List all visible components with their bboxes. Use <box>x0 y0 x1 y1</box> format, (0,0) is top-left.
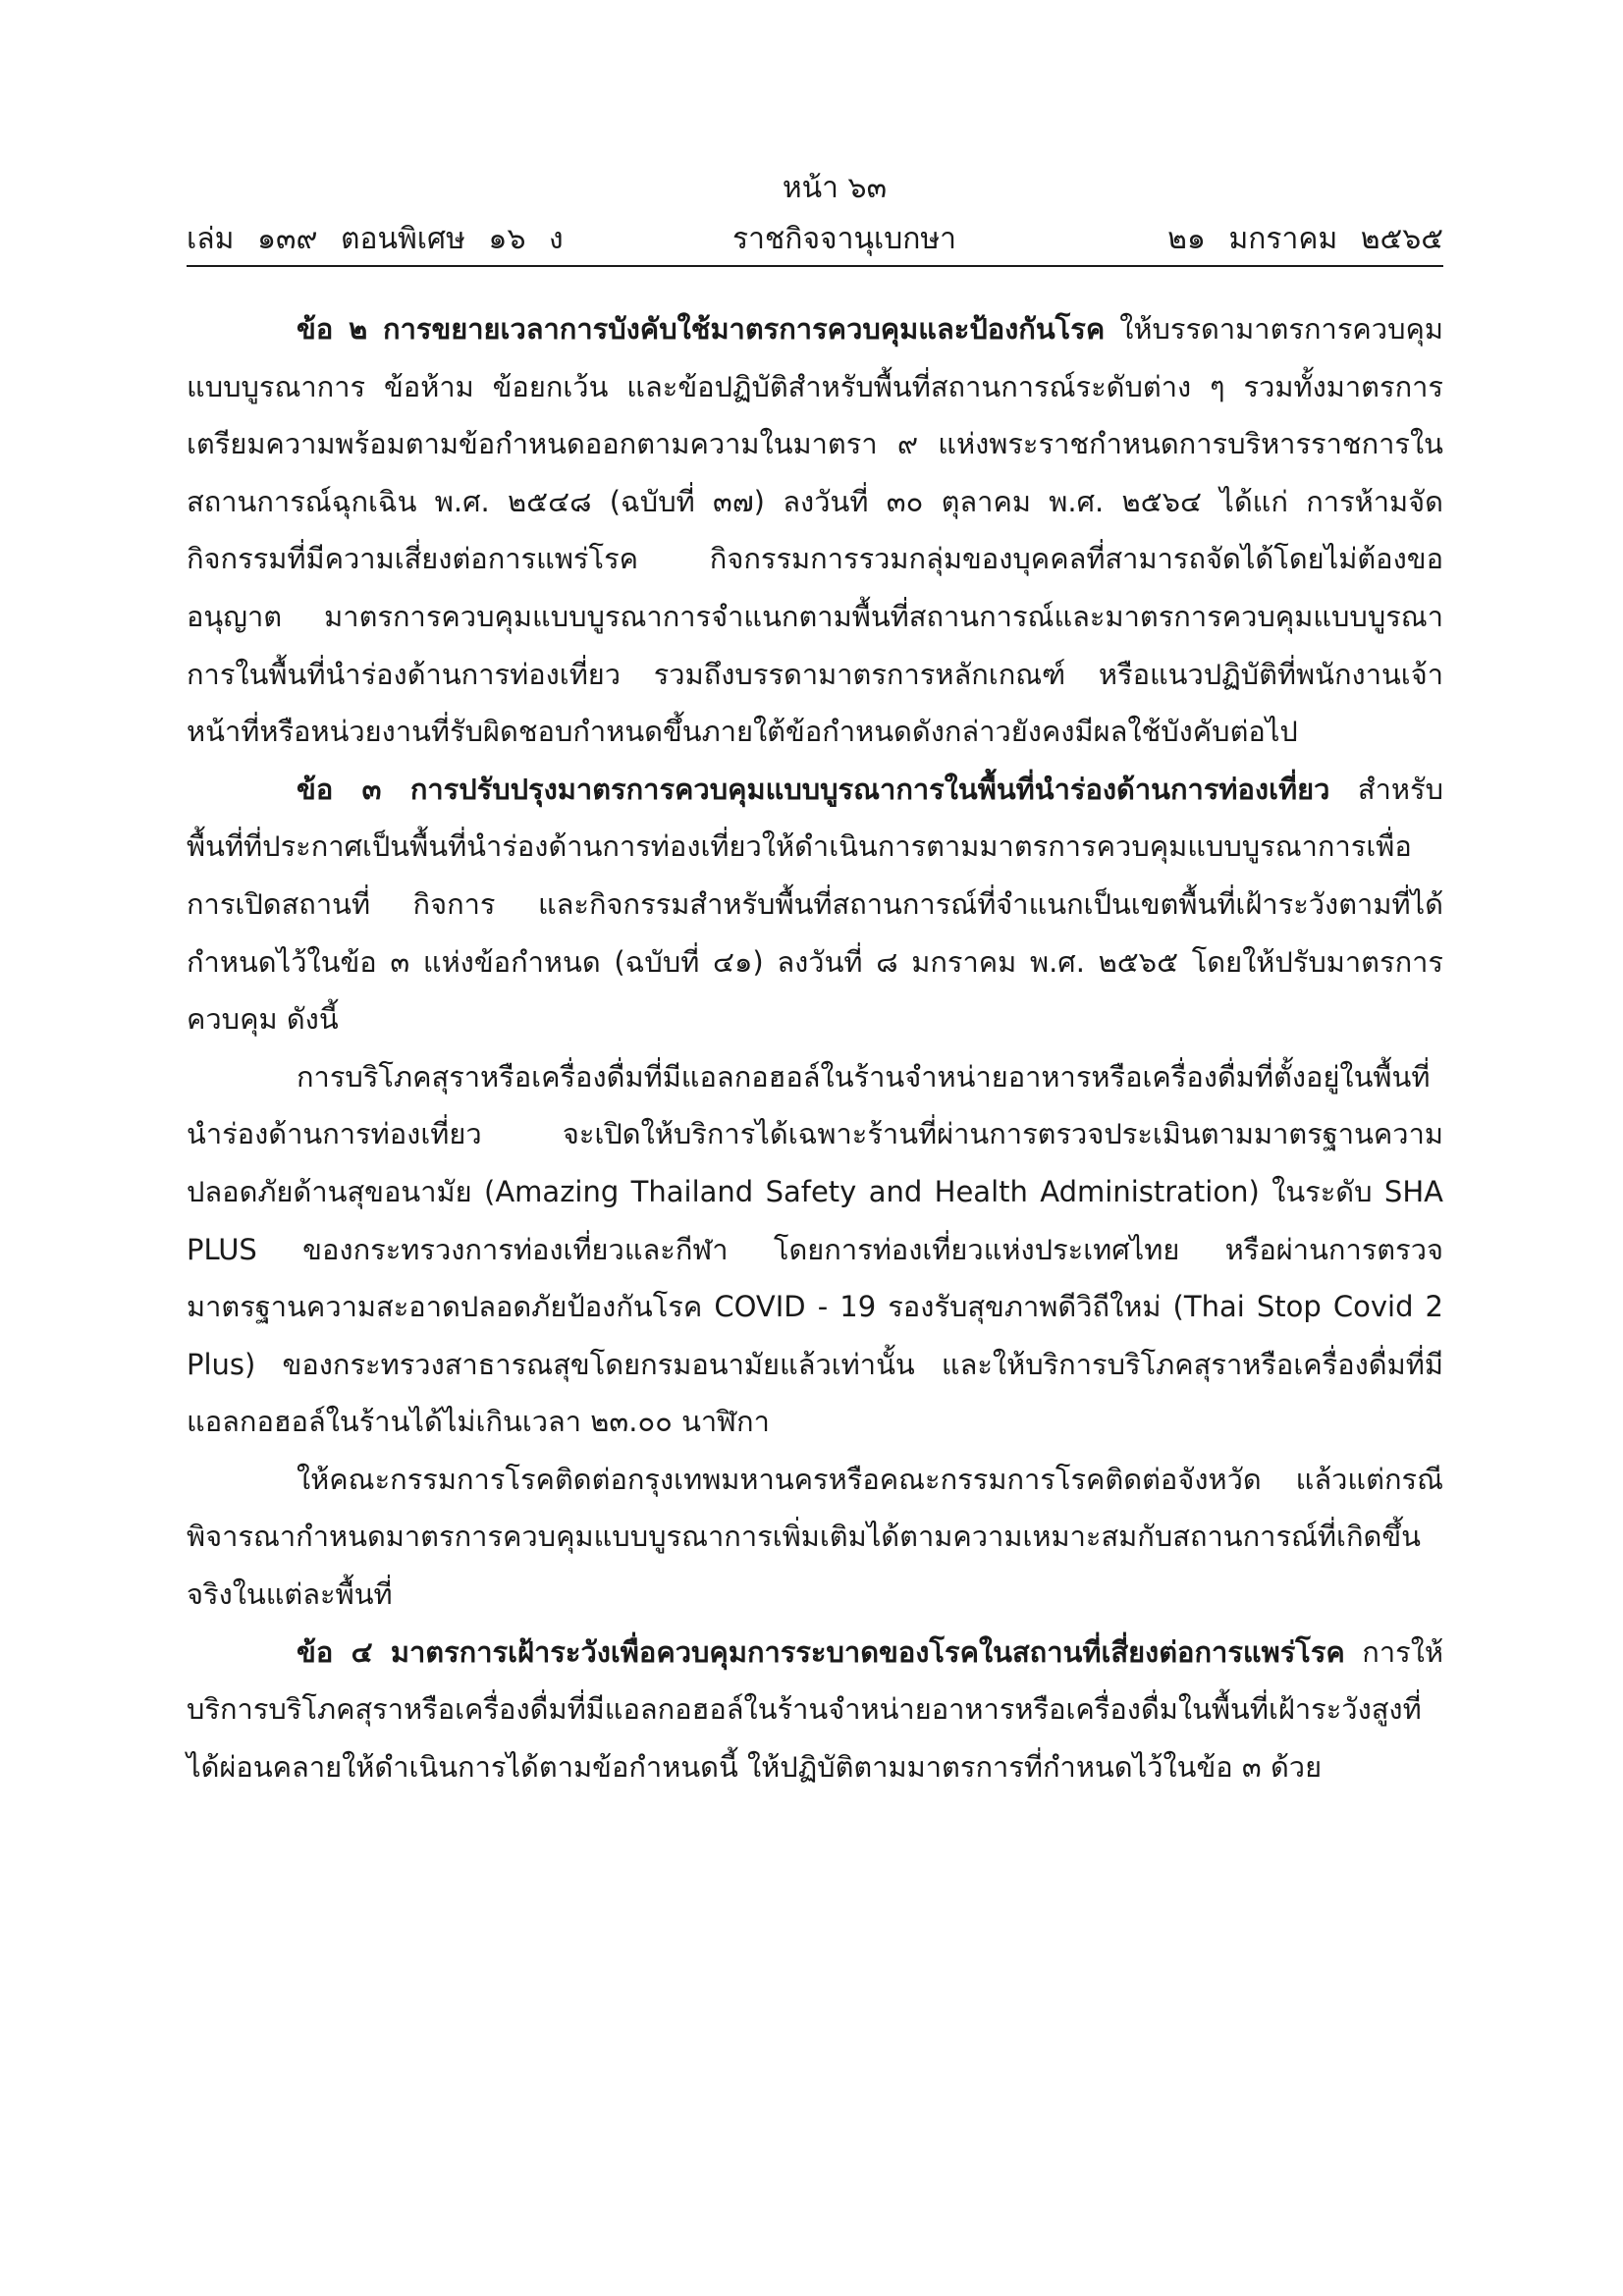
header-meta-row <box>187 216 1443 263</box>
committee-paragraph <box>187 1451 1443 1624</box>
publication-name: ราชกิจจานุเบกษา <box>731 222 957 256</box>
section-2-paragraph <box>187 300 1443 761</box>
volume-issue: เล่ม ๑๓๙ ตอนพิเศษ ๑๖ ง <box>187 222 564 256</box>
section-4-heading: ข้อ ๔ มาตรการเฝ้าระวังเพื่อควบคุมการระบาดของโรคในสถานที่เสี่ยงต่อการแพร่โรค <box>297 1634 1345 1669</box>
section-3-paragraph <box>187 761 1443 1048</box>
page-header <box>187 167 1443 263</box>
section-3-text: สำหรับพื้นที่ที่ประกาศเป็นพื้นที่นำร่องด้านการท่องเที่ยวให้ดำเนินการตามมาตรการควบคุมแบบบูรณาการเพื่อการเปิดสถานที่ กิจการ และกิจกรรมสำหรับพื้นที่สถานการณ์ที่จำแนกเป็นเขตพื้นที่เฝ้าระวังตามที่ได้กำหนดไว้ในข้อ ๓ แห่งข้อกำหนด (ฉบับที่ ๔๑) ลงวันที่ ๘ มกราคม พ.ศ. ๒๕๖๕ โดยให้ปรับมาตรการควบคุม ดังนี้ <box>187 772 1444 1037</box>
header-divider <box>187 265 1443 267</box>
committee-text: ให้คณะกรรมการโรคติดต่อกรุงเทพมหานครหรือคณะกรรมการโรคติดต่อจังหวัด แล้วแต่กรณีพิจารณากำหนดมาตรการควบคุมแบบบูรณาการเพิ่มเติมได้ตามความเหมาะสมกับสถานการณ์ที่เกิดขึ้นจริงในแต่ละพื้นที่ <box>187 1462 1443 1612</box>
section-4-paragraph <box>187 1624 1443 1796</box>
publication-date: ๒๑ มกราคม ๒๕๖๕ <box>1167 222 1443 256</box>
alcohol-service-text: การบริโภคสุราหรือเครื่องดื่มที่มีแอลกอฮอล์ในร้านจำหน่ายอาหารหรือเครื่องดื่มที่ตั้งอยู่ในพื้นที่นำร่องด้านการท่องเที่ยว จะเปิดให้บริการได้เฉพาะร้านที่ผ่านการตรวจประเมินตามมาตรฐานความปลอดภัยด้านสุขอนามัย (Amazing Thailand Safety and Health Administration) ในระดับ SHA PLUS ของกระทรวงการท่องเที่ยวและกีฬา โดยการท่องเที่ยวแห่งประเทศไทย หรือผ่านการตรวจมาตรฐานความสะอาดปลอดภัยป้องกันโรค COVID - 19 รองรับสุขภาพดีวิถีใหม่ (Thai Stop Covid 2 Plus) ของกระทรวงสาธารณสุขโดยกรมอนามัยแล้วเท่านั้น และให้บริการบริโภคสุราหรือเครื่องดื่มที่มีแอลกอฮอล์ในร้านได้ไม่เกินเวลา ๒๓.๐๐ นาฬิกา <box>187 1059 1443 1439</box>
document-body <box>187 300 1443 1795</box>
section-3-heading: ข้อ ๓ การปรับปรุงมาตรการควบคุมแบบบูรณาการในพื้นที่นำร่องด้านการท่องเที่ยว <box>297 772 1330 806</box>
section-2-heading: ข้อ ๒ การขยายเวลาการบังคับใช้มาตรการควบคุมและป้องกันโรค <box>297 312 1106 346</box>
section-4-text: การให้บริการบริโภคสุราหรือเครื่องดื่มที่มีแอลกอฮอล์ในร้านจำหน่ายอาหารหรือเครื่องดื่มในพื้นที่เฝ้าระวังสูงที่ได้ผ่อนคลายให้ดำเนินการได้ตามข้อกำหนดนี้ ให้ปฏิบัติตามมาตรการที่กำหนดไว้ในข้อ ๓ ด้วย <box>187 1634 1443 1784</box>
alcohol-service-paragraph <box>187 1048 1443 1451</box>
page-number: หน้า ๖๓ <box>782 171 888 205</box>
section-2-text: ให้บรรดามาตรการควบคุมแบบบูรณาการ ข้อห้าม ข้อยกเว้น และข้อปฏิบัติสำหรับพื้นที่สถานการณ์ระดับต่าง ๆ รวมทั้งมาตรการเตรียมความพร้อมตามข้อกำหนดออกตามความในมาตรา ๙ แห่งพระราชกำหนดการบริหารราชการในสถานการณ์ฉุกเฉิน พ.ศ. ๒๕๔๘ (ฉบับที่ ๓๗) ลงวันที่ ๓๐ ตุลาคม พ.ศ. ๒๕๖๔ ได้แก่ การห้ามจัดกิจกรรมที่มีความเสี่ยงต่อการแพร่โรค กิจกรรมการรวมกลุ่มของบุคคลที่สามารถจัดได้โดยไม่ต้องขออนุญาต มาตรการควบคุมแบบบูรณาการจำแนกตามพื้นที่สถานการณ์และมาตรการควบคุมแบบบูรณาการในพื้นที่นำร่องด้านการท่องเที่ยว รวมถึงบรรดามาตรการหลักเกณฑ์ หรือแนวปฏิบัติที่พนักงานเจ้าหน้าที่หรือหน่วยงานที่รับผิดชอบกำหนดขึ้นภายใต้ข้อกำหนดดังกล่าวยังคงมีผลใช้บังคับต่อไป <box>187 312 1444 749</box>
